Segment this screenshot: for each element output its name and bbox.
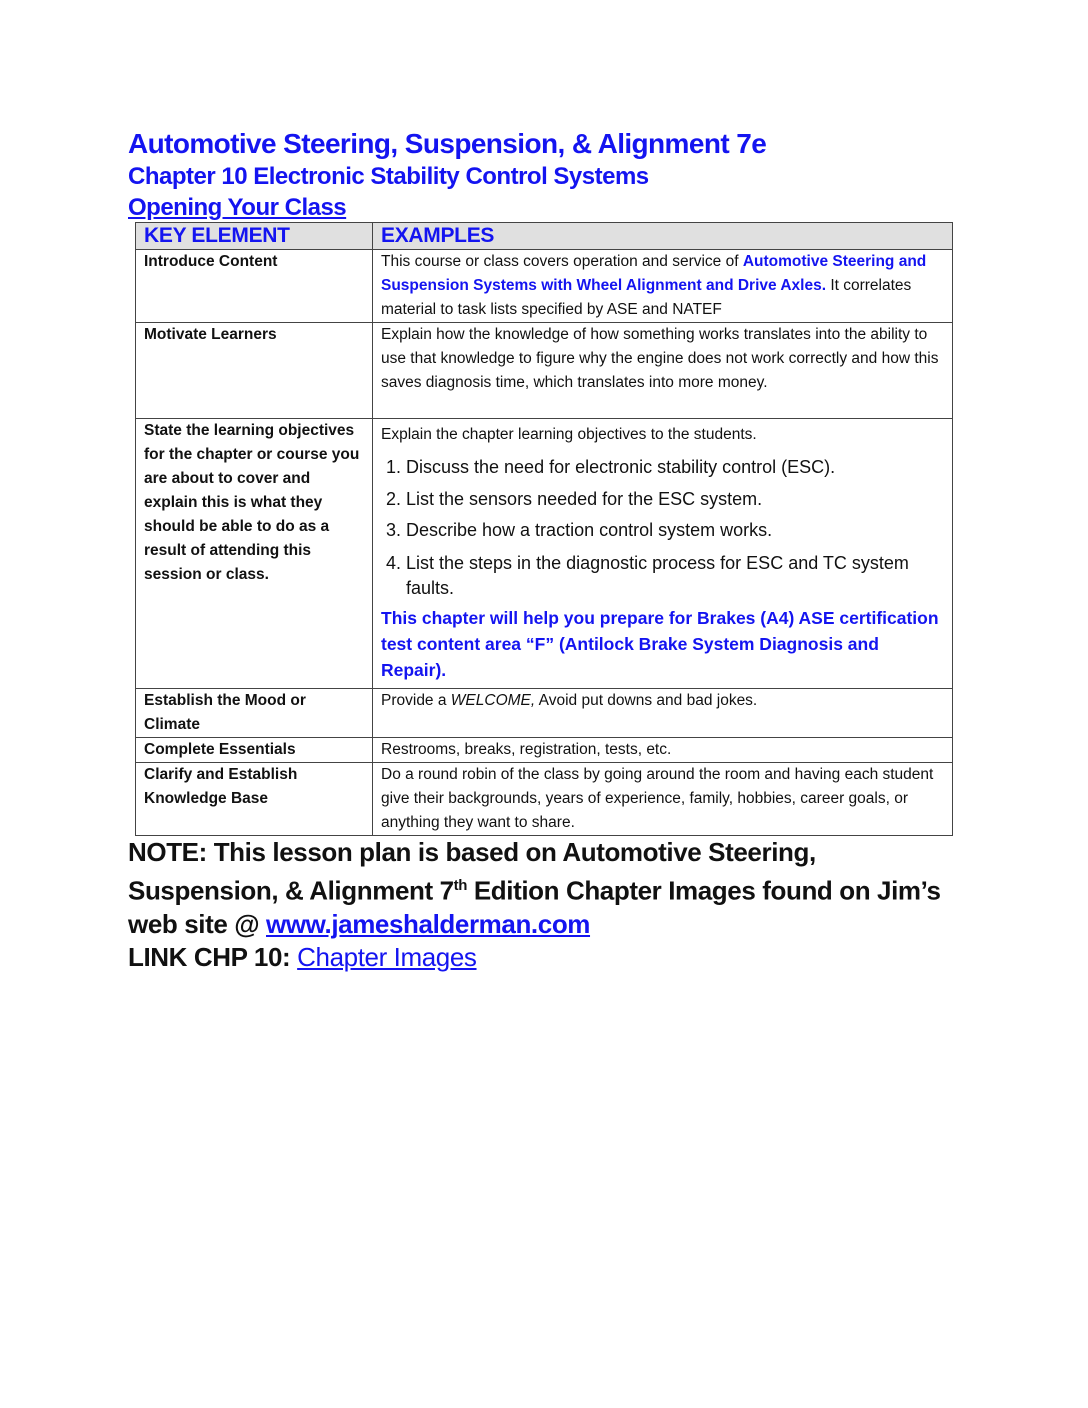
lesson-table [135, 222, 953, 836]
example-text: Restrooms, breaks, registration, tests, etc. [373, 738, 953, 763]
table-header-row [136, 223, 953, 250]
table-row [136, 689, 953, 738]
table-row [136, 323, 953, 419]
key-element: State the learning objectives for the chapter or course you are about to cover and explain this is what they should be able to do as a result of attending this session or class. [136, 419, 373, 689]
note-text: Edition Chapter Images found on Jim’s web site @ [128, 875, 941, 939]
book-title: Automotive Steering and Suspension Systems with Wheel Alignment and Drive Axles. [381, 253, 927, 294]
objective-item: 4. List the steps in the diagnostic process for ESC and TC system faults. [406, 551, 944, 601]
section-heading: Opening Your Class [128, 194, 347, 221]
header-examples: EXAMPLES [373, 223, 953, 250]
ase-prep-note: This chapter will help you prepare for Brakes (A4) ASE certification test content area “F” (Antilock Brake System Diagnosis and Repair). [381, 608, 939, 680]
table-row [136, 419, 953, 689]
example-text: Avoid put downs and bad jokes. [535, 692, 758, 709]
welcome-text: WELCOME, [450, 692, 536, 709]
link-label: LINK CHP 10: [128, 941, 298, 972]
objective-item: 2. List the sensors needed for the ESC system. [406, 483, 944, 515]
website-link[interactable]: www.jameshalderman.com [266, 908, 591, 939]
table-row [136, 738, 953, 763]
objective-item: 1. Discuss the need for electronic stability control (ESC). [406, 451, 944, 483]
table-row [136, 763, 953, 836]
example-cell [373, 689, 953, 738]
objectives-intro: Explain the chapter learning objectives to the students. [381, 426, 757, 443]
example-cell [373, 419, 953, 689]
note-text: NOTE: This lesson plan is based on Automotive Steering, Suspension, & Alignment 7 [128, 837, 816, 906]
document-title: Automotive Steering, Suspension, & Alignment 7e [128, 128, 767, 159]
key-element: Motivate Learners [136, 323, 373, 419]
example-cell [373, 250, 953, 323]
table-row [136, 250, 953, 323]
example-text: Explain how the knowledge of how something works translates into the ability to use that knowledge to figure why the engine does not work correctly and how this saves diagnosis time, which translates into more money. [373, 323, 953, 419]
note-paragraph [128, 836, 948, 974]
chapter-images-link[interactable]: Chapter Images [297, 941, 477, 972]
key-element: Establish the Mood or Climate [136, 689, 373, 738]
key-element: Introduce Content [136, 250, 373, 323]
key-element: Clarify and Establish Knowledge Base [136, 763, 373, 836]
example-text: This course or class covers operation and service of [381, 253, 743, 270]
example-text: It correlates material to task lists specified by ASE and NATEF [381, 277, 912, 318]
key-element: Complete Essentials [136, 738, 373, 763]
example-text: Provide a [381, 692, 451, 709]
objective-item: 3. Describe how a traction control system works. [406, 515, 944, 545]
objectives-list [381, 451, 944, 601]
header-key-element: KEY ELEMENT [136, 223, 373, 250]
superscript: th [453, 877, 467, 894]
chapter-title: Chapter 10 Electronic Stability Control Systems [128, 163, 649, 190]
example-text: Do a round robin of the class by going around the room and having each student give their backgrounds, years of experience, family, hobbies, career goals, or anything they want to share. [373, 763, 953, 836]
